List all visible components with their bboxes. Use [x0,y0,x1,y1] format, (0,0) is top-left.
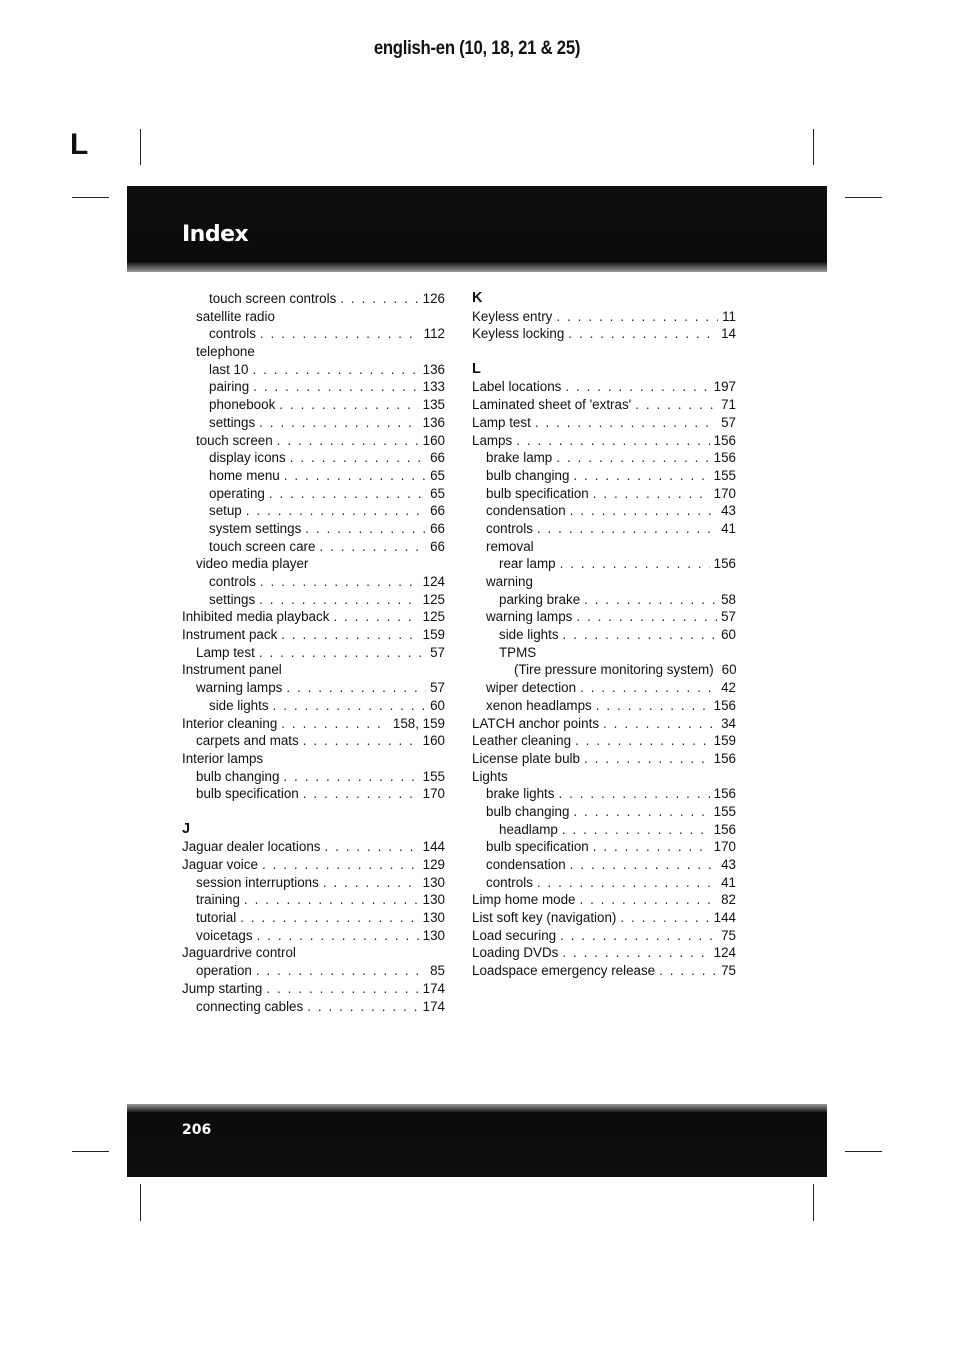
dot-leader [281,626,418,644]
index-entry-page[interactable]: 156 [713,432,736,448]
index-entry[interactable] [472,555,736,573]
index-entry-page[interactable]: 66 [430,538,445,554]
dot-leader [273,697,427,715]
dot-leader [556,308,718,326]
index-entry-page[interactable]: 156 [713,556,736,572]
page-number: 206 [182,1122,212,1138]
index-entry-term: Leather cleaning [472,733,572,749]
index-subheading: TPMS [499,644,537,660]
index-entry[interactable] [182,608,445,626]
dot-leader [635,396,717,414]
index-entry[interactable] [182,856,445,874]
index-entry-term: bulb changing [196,768,280,784]
index-entry-term: Lamp test [196,644,255,660]
index-entry-page[interactable]: 112 [423,326,445,342]
index-entry[interactable] [472,891,736,909]
index-entry-term: bulb specification [486,839,589,855]
dot-leader [260,325,420,343]
dot-leader [340,290,418,308]
dot-leader [535,414,717,432]
dot-leader [259,644,426,662]
index-entry[interactable] [182,891,445,909]
index-entry-term: touch screen care [209,538,316,554]
index-entry[interactable] [472,449,736,467]
dot-leader [281,715,389,733]
index-entry[interactable] [182,485,445,503]
index-entry-term: License plate bulb [472,750,580,766]
index-entry[interactable] [182,980,445,998]
dot-leader [558,785,709,803]
index-entry-page[interactable]: 41 [721,874,736,890]
dot-leader [560,927,717,945]
index-entry-page[interactable]: 82 [721,892,736,908]
index-entry[interactable] [472,909,736,927]
dot-leader [286,679,426,697]
dot-leader [584,750,710,768]
index-entry[interactable] [182,715,445,733]
index-entry[interactable] [472,838,736,856]
dot-leader [246,502,426,520]
index-entry-page[interactable]: 60 [721,627,736,643]
index-entry-term: wiper detection [486,680,577,696]
index-entry-page[interactable]: 155 [422,768,445,784]
index-entry-term: phonebook [209,397,276,413]
index-entry-page[interactable]: 57 [430,680,445,696]
crop-mark-top-left-horizontal [72,197,109,198]
index-entry[interactable] [182,768,445,786]
dot-leader [262,856,419,874]
dot-leader [260,573,419,591]
index-entry[interactable] [182,520,445,538]
index-entry[interactable] [182,785,445,803]
index-entry-term: brake lights [486,786,555,802]
index-entry[interactable] [182,290,445,308]
index-entry-page[interactable]: 130 [422,892,445,908]
index-entry-term: xenon headlamps [486,697,592,713]
dot-leader [305,520,426,538]
index-subheading: Interior lamps [182,750,264,766]
index-entry[interactable] [472,697,736,715]
index-entry[interactable] [182,361,445,379]
index-entry-term: Laminated sheet of 'extras' [472,397,632,413]
dot-leader [283,768,418,786]
crop-mark-bottom-left-vertical [140,1184,141,1221]
index-entry[interactable] [472,679,736,697]
dot-leader [244,891,419,909]
index-entry[interactable] [472,803,736,821]
index-entry-term: Load securing [472,927,557,943]
crop-mark-bottom-right-horizontal [845,1151,882,1152]
index-entry[interactable] [182,325,445,343]
dot-leader [573,467,709,485]
dot-leader [319,538,426,556]
index-entry-page[interactable]: 130 [422,874,445,890]
crop-mark-top-right-vertical [813,129,814,165]
index-entry-term: Keyless locking [472,326,565,342]
index-entry[interactable] [472,325,736,343]
index-entry-page[interactable]: 71 [721,397,736,413]
index-entry-page[interactable]: 174 [422,980,445,996]
dot-leader [575,732,710,750]
document-header-label: english-en (10, 18, 21 & 25) [373,38,581,59]
index-entry-page[interactable]: 155 [713,803,736,819]
index-entry-term: bulb specification [196,786,299,802]
index-entry-term: operation [196,963,252,979]
index-entry[interactable] [182,732,445,750]
dot-leader [266,980,418,998]
index-entry-page[interactable]: 160 [422,733,445,749]
index-entry-term: bulb changing [486,803,570,819]
dot-leader [284,467,426,485]
dot-leader [307,998,418,1016]
index-entry-page[interactable]: 135 [422,397,445,413]
dot-leader [563,626,718,644]
section-corner-letter: L [70,128,89,161]
index-entry[interactable] [182,378,445,396]
index-entry-term: system settings [209,520,302,536]
dot-leader [620,909,709,927]
index-entry-page[interactable]: 136 [422,361,445,377]
index-entry-page[interactable]: 126 [422,291,445,306]
index-entry[interactable] [472,308,736,326]
index-entry[interactable] [182,414,445,432]
index-entry[interactable] [182,573,445,591]
index-entry-page[interactable]: 43 [721,503,736,519]
index-entry[interactable] [182,502,445,520]
index-entry[interactable] [472,856,736,874]
index-entry-page[interactable]: 57 [721,414,736,430]
index-entry[interactable] [472,750,736,768]
dot-leader [579,891,717,909]
index-entry-term: Keyless entry [472,308,553,324]
index-entry-page[interactable]: 155 [713,467,736,483]
index-entry-page[interactable]: 75 [721,963,736,979]
index-entry[interactable] [472,661,736,679]
index-entry-term: last 10 [209,361,249,377]
index-entry-page[interactable]: 60 [430,697,445,713]
index-entry-term: tutorial [196,910,237,926]
dot-leader [516,432,709,450]
index-entry[interactable] [472,821,736,839]
index-entry[interactable] [182,626,445,644]
index-entry-page[interactable]: 66 [430,450,445,466]
index-entry-page[interactable]: 66 [430,520,445,536]
index-entry-term: side lights [209,697,269,713]
dot-leader [303,732,419,750]
index-entry-term: headlamp [499,821,558,837]
index-entry-page[interactable]: 43 [721,857,736,872]
index-entry-term: setup [209,503,242,519]
index-entry-term: Inhibited media playback [182,609,330,625]
index-entry[interactable] [182,927,445,945]
index-entry-page[interactable]: 130 [422,910,445,926]
index-entry[interactable] [472,785,736,803]
index-entry-page[interactable]: 66 [430,503,445,519]
dot-leader [570,502,717,520]
index-entry-term: Lamp test [472,414,531,430]
crop-mark-top-left-vertical [140,129,141,165]
index-entry[interactable] [182,998,445,1016]
index-entry-page[interactable]: 57 [430,644,445,660]
index-entry[interactable] [182,467,445,485]
index-entry-page[interactable]: 197 [713,379,736,395]
index-entry[interactable] [182,449,445,467]
dot-leader [565,378,709,396]
index-entry-term: condensation [486,857,566,872]
index-subheading: telephone [196,344,255,360]
index-subheading: Instrument panel [182,662,282,678]
index-entry-page[interactable]: 170 [713,839,736,855]
index-entry-page[interactable]: 34 [721,715,736,731]
index-entry-page[interactable]: 156 [713,697,736,713]
index-entry-term: (Tire pressure monitoring system) [514,662,714,678]
index-entry-page[interactable]: 85 [430,963,445,979]
index-entry-page[interactable]: 156 [713,821,736,837]
index-entry-term: LATCH anchor points [472,715,600,731]
index-entry-term: carpets and mats [196,733,299,749]
index-entry-page[interactable]: 156 [713,750,736,766]
dot-leader [256,962,426,980]
index-entry[interactable] [182,432,445,450]
dot-leader [537,520,717,538]
dot-leader [573,803,709,821]
index-entry-term: Jump starting [182,980,263,996]
index-entry-term: Jaguar dealer locations [182,839,321,855]
dot-leader [240,909,418,927]
index-entry-term: settings [209,591,256,607]
index-entry-page[interactable]: 124 [422,574,445,589]
index-entry-term: touch screen controls [209,291,337,306]
dot-leader [253,378,418,396]
index-title-band [127,186,827,272]
dot-leader [269,485,426,503]
index-entry-page[interactable]: 57 [721,609,736,625]
index-entry-term: session interruptions [196,874,319,890]
dot-leader [290,449,426,467]
index-entry[interactable] [182,962,445,980]
index-entry-page[interactable]: 159 [422,627,445,643]
dot-leader [556,449,709,467]
index-entry[interactable] [472,732,736,750]
index-entry-page[interactable]: 144 [422,839,445,855]
index-entry-term: display icons [209,450,286,466]
index-subheading: Lights [472,768,508,784]
index-entry-term: controls [486,520,533,536]
dot-leader [257,927,419,945]
index-entry-term: controls [209,326,256,342]
index-subheading: video media player [196,556,309,572]
index-entry-term: controls [209,574,256,589]
index-entry[interactable] [472,467,736,485]
dot-leader [593,838,710,856]
index-entry-page[interactable]: 42 [721,680,736,696]
index-entry[interactable] [182,538,445,556]
index-entry[interactable] [472,414,736,432]
index-entry-term: operating [209,485,265,501]
index-entry-term: Lamps [472,432,513,448]
dot-leader [596,697,710,715]
dot-leader [303,785,419,803]
index-entry-term: Label locations [472,379,562,395]
index-entry-term: controls [486,874,533,890]
index-letter-heading: L [472,360,481,377]
index-entry[interactable] [472,608,736,626]
dot-leader [570,856,717,874]
crop-mark-bottom-right-vertical [813,1184,814,1221]
index-entry[interactable] [182,591,445,609]
dot-leader [580,679,717,697]
dot-leader [659,962,717,980]
index-entry-page[interactable]: 174 [422,998,445,1014]
index-entry-page[interactable]: 60 [721,662,737,678]
dot-leader [562,821,710,839]
index-entry-page[interactable]: 170 [422,786,445,802]
crop-mark-bottom-left-horizontal [72,1151,109,1152]
index-entry-term: rear lamp [499,556,556,572]
dot-leader [323,874,419,892]
index-entry-term: Jaguar voice [182,857,258,872]
index-entry[interactable] [182,909,445,927]
dot-leader [603,715,717,733]
index-entry[interactable] [472,944,736,962]
index-entry[interactable] [182,644,445,662]
index-subheading: warning [486,574,533,589]
dot-leader [584,591,717,609]
dot-leader [576,608,717,626]
index-entry-term: bulb specification [486,485,589,501]
dot-leader [252,361,418,379]
index-entry[interactable] [472,874,736,892]
index-entry-page[interactable]: 159 [713,733,736,749]
index-entry[interactable] [182,679,445,697]
index-entry-page[interactable]: 133 [422,379,445,395]
index-subheading: Jaguardrive control [182,945,296,961]
index-entry-term: home menu [209,467,280,483]
index-entry[interactable] [472,396,736,414]
index-entry-term: warning lamps [196,680,283,696]
dot-leader [593,485,710,503]
index-entry[interactable] [472,927,736,945]
index-entry-term: Limp home mode [472,892,576,908]
index-entry-page[interactable]: 124 [713,945,736,961]
index-entry-term: warning lamps [486,609,573,625]
index-entry-term: training [196,892,240,908]
index-entry-term: List soft key (navigation) [472,910,617,926]
index-entry-page[interactable]: 75 [721,927,736,943]
index-entry[interactable] [472,378,736,396]
index-entry[interactable] [182,396,445,414]
dot-leader [259,591,419,609]
dot-leader [279,396,418,414]
page-title: Index [182,222,249,247]
index-entry-page[interactable]: 14 [721,326,736,342]
index-entry-term: condensation [486,503,566,519]
index-entry[interactable] [472,962,736,980]
index-entry[interactable] [182,697,445,715]
dot-leader [568,325,717,343]
dot-leader [560,555,710,573]
index-entry[interactable] [472,715,736,733]
dot-leader [537,874,717,892]
index-entry-term: Loadspace emergency release [472,963,656,979]
index-entry-page[interactable]: 129 [422,857,445,872]
index-entry-term: Instrument pack [182,627,278,643]
index-letter-heading: K [472,290,483,306]
index-entry-page[interactable]: 41 [721,520,736,536]
index-column-left [182,290,445,1015]
index-entry-page[interactable]: 125 [422,591,445,607]
index-entry-term: parking brake [499,591,581,607]
footer-band [127,1104,827,1177]
index-entry-page[interactable]: 156 [713,786,736,802]
dot-leader [333,608,418,626]
index-entry[interactable] [472,432,736,450]
index-entry[interactable] [472,626,736,644]
index-entry-term: side lights [499,627,559,643]
index-entry[interactable] [472,591,736,609]
index-subheading: removal [486,538,534,554]
index-entry-term: Loading DVDs [472,945,559,961]
index-entry-term: pairing [209,379,250,395]
index-entry-term: settings [209,414,256,430]
index-entry-page[interactable]: 144 [713,910,736,926]
index-entry[interactable] [182,838,445,856]
index-entry[interactable] [182,874,445,892]
index-entry[interactable] [472,485,736,503]
index-column-right [472,290,736,980]
index-entry-page[interactable]: 125 [422,609,445,625]
index-entry-page[interactable]: 11 [722,308,736,324]
index-entry-page[interactable]: 156 [713,450,736,466]
index-entry-term: Interior cleaning [182,715,278,731]
index-entry-page[interactable]: 158, 159 [392,715,445,731]
index-entry-page[interactable]: 170 [713,485,736,501]
index-entry[interactable] [472,502,736,520]
index-entry-page[interactable]: 58 [721,591,736,607]
dot-leader [562,944,709,962]
dot-leader [259,414,419,432]
index-entry-term: voicetags [196,927,253,943]
index-entry-term: connecting cables [196,998,304,1014]
crop-mark-top-right-horizontal [845,197,882,198]
index-entry-page[interactable]: 65 [430,485,445,501]
index-entry-page[interactable]: 160 [422,432,445,448]
index-entry-term: bulb changing [486,467,570,483]
index-entry-term: touch screen [196,432,273,448]
index-entry[interactable] [472,520,736,538]
dot-leader [277,432,419,450]
index-subheading: satellite radio [196,308,275,324]
index-entry-term: brake lamp [486,450,553,466]
index-entry-page[interactable]: 136 [422,414,445,430]
index-letter-heading: J [182,820,191,837]
index-entry-page[interactable]: 65 [430,467,445,483]
index-entry-page[interactable]: 130 [422,927,445,943]
dot-leader [324,838,418,856]
